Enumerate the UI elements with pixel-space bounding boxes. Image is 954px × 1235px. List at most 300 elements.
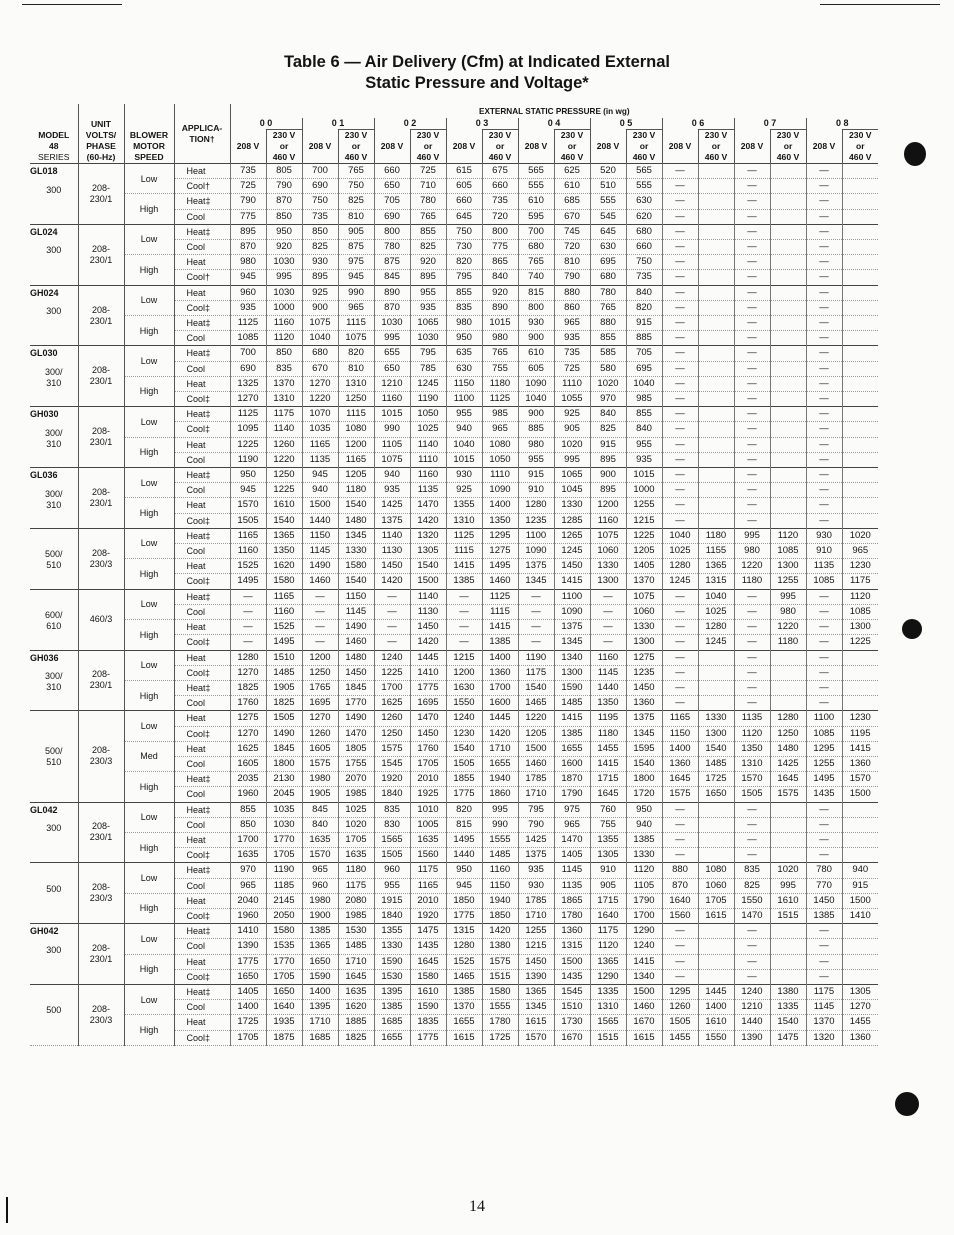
table-row [30, 863, 878, 878]
series-number: 500/ 510 [44, 549, 63, 571]
cfm-cell: 1825 [266, 696, 302, 711]
cfm-cell: 1605 [230, 756, 266, 771]
cfm-cell: 1500 [842, 787, 878, 802]
table-row [30, 559, 878, 574]
cfm-cell: 1040 [626, 376, 662, 391]
cfm-cell: 1110 [554, 376, 590, 391]
cfm-cell [842, 817, 878, 832]
application-cell: Heat‡ [174, 224, 230, 239]
cfm-cell: 1645 [770, 772, 806, 787]
cfm-cell [698, 468, 734, 483]
model-series-cell [30, 468, 78, 529]
cfm-cell: 1150 [482, 878, 518, 893]
cfm-cell: 970 [230, 863, 266, 878]
cfm-cell: — [734, 452, 770, 467]
cfm-cell: 1185 [266, 878, 302, 893]
cfm-cell: 1385 [806, 908, 842, 923]
cfm-cell: 580 [590, 361, 626, 376]
cfm-cell: 1985 [338, 908, 374, 923]
cfm-cell: 1515 [770, 908, 806, 923]
cfm-cell: 1480 [338, 650, 374, 665]
cfm-cell: — [662, 650, 698, 665]
cfm-cell: — [734, 331, 770, 346]
blower-speed-cell: High [124, 620, 174, 650]
cfm-cell: 765 [590, 300, 626, 315]
cfm-cell [770, 452, 806, 467]
cfm-cell: — [734, 589, 770, 604]
cfm-cell: — [734, 316, 770, 331]
cfm-cell: 955 [446, 407, 482, 422]
cfm-cell: 1370 [266, 376, 302, 391]
cfm-cell: — [734, 954, 770, 969]
cfm-cell: 945 [446, 878, 482, 893]
blower-speed-cell: High [124, 376, 174, 406]
cfm-cell [770, 498, 806, 513]
cfm-cell: 1575 [374, 741, 410, 756]
cfm-cell [770, 240, 806, 255]
cfm-cell: 1615 [626, 1030, 662, 1045]
cfm-cell: — [734, 650, 770, 665]
cfm-cell: — [806, 437, 842, 452]
cfm-cell [698, 316, 734, 331]
cfm-cell [770, 696, 806, 711]
cfm-cell: 1655 [482, 756, 518, 771]
table-row [30, 924, 878, 939]
cfm-cell: 1500 [302, 498, 338, 513]
table-row [30, 650, 878, 665]
cfm-cell: 1050 [482, 452, 518, 467]
cfm-cell: — [662, 680, 698, 695]
application-cell: Heat [174, 498, 230, 513]
cfm-cell: 1270 [302, 711, 338, 726]
table-row [30, 164, 878, 179]
blower-speed-cell: High [124, 832, 174, 862]
cfm-cell: 1525 [230, 559, 266, 574]
cfm-cell: 1725 [482, 1030, 518, 1045]
cfm-cell [698, 392, 734, 407]
cfm-cell: 1445 [698, 984, 734, 999]
cfm-cell: 700 [518, 224, 554, 239]
cfm-cell: 1165 [266, 589, 302, 604]
cfm-cell: 1090 [554, 604, 590, 619]
cfm-cell: — [662, 361, 698, 376]
cfm-cell: 1550 [698, 1030, 734, 1045]
cfm-cell: 1355 [590, 832, 626, 847]
cfm-cell: 1405 [230, 984, 266, 999]
cfm-cell: 1330 [698, 711, 734, 726]
cfm-cell: 1160 [266, 316, 302, 331]
cfm-cell: 1075 [626, 589, 662, 604]
cfm-cell: 1080 [338, 422, 374, 437]
cfm-cell: 1250 [266, 468, 302, 483]
cfm-cell: 1360 [842, 756, 878, 771]
cfm-cell: 1030 [266, 255, 302, 270]
cfm-cell: 1300 [590, 574, 626, 589]
header-or: or [351, 141, 361, 151]
cfm-cell: 895 [590, 452, 626, 467]
cfm-cell: — [662, 665, 698, 680]
cfm-cell: 1350 [266, 544, 302, 559]
header-208v: 208 V [374, 130, 410, 164]
cfm-cell: 1085 [230, 331, 266, 346]
header-model-l1: MODEL [38, 130, 70, 140]
model-series-cell [30, 802, 78, 863]
cfm-cell: — [806, 376, 842, 391]
application-cell: Heat [174, 832, 230, 847]
cfm-cell [842, 848, 878, 863]
cfm-cell: 1840 [374, 787, 410, 802]
cfm-cell [770, 817, 806, 832]
cfm-cell: 2010 [410, 772, 446, 787]
cfm-cell: 615 [446, 164, 482, 179]
cfm-cell: 955 [410, 285, 446, 300]
cfm-cell [770, 285, 806, 300]
cfm-cell: 1160 [590, 513, 626, 528]
application-cell: Heat‡ [174, 772, 230, 787]
cfm-cell: 1330 [626, 848, 662, 863]
cfm-cell: 835 [266, 361, 302, 376]
cfm-cell: — [734, 255, 770, 270]
table-row [30, 437, 878, 452]
table-row [30, 1015, 878, 1030]
cfm-cell: — [806, 316, 842, 331]
cfm-cell: 1650 [698, 787, 734, 802]
cfm-cell [770, 194, 806, 209]
table-row [30, 893, 878, 908]
cfm-cell: 1475 [770, 1030, 806, 1045]
application-cell: Cool [174, 544, 230, 559]
cfm-cell: 1610 [698, 1015, 734, 1030]
cfm-cell: 735 [626, 270, 662, 285]
header-or-460v [626, 141, 662, 164]
cfm-cell: 1940 [482, 893, 518, 908]
unit-volts-cell: 208- 230/3 [78, 528, 124, 589]
cfm-cell: 820 [446, 255, 482, 270]
cfm-cell: 1505 [662, 1015, 698, 1030]
cfm-cell: — [806, 179, 842, 194]
model-code: GH042 [30, 926, 59, 937]
cfm-cell: 775 [482, 240, 518, 255]
air-delivery-table [30, 104, 878, 1046]
cfm-cell: 1580 [410, 969, 446, 984]
cfm-cell: 1000 [266, 300, 302, 315]
cfm-cell: 935 [230, 300, 266, 315]
cfm-cell: 1260 [266, 437, 302, 452]
cfm-cell [770, 270, 806, 285]
header-model [30, 104, 78, 164]
cfm-cell: 1440 [446, 848, 482, 863]
application-cell: Cool [174, 240, 230, 255]
cfm-cell: 1925 [410, 787, 446, 802]
cfm-cell: 950 [230, 468, 266, 483]
cfm-cell: 1435 [554, 969, 590, 984]
cfm-cell: 935 [410, 300, 446, 315]
cfm-cell: 785 [410, 361, 446, 376]
cfm-cell: 960 [230, 285, 266, 300]
cfm-cell: 1460 [338, 635, 374, 650]
cfm-cell: 1610 [266, 498, 302, 513]
cfm-cell: 1375 [554, 620, 590, 635]
header-230v: 230 V [842, 130, 878, 142]
cfm-cell [842, 696, 878, 711]
blower-speed-cell: Low [124, 407, 174, 437]
cfm-cell: 670 [302, 361, 338, 376]
cfm-cell [842, 832, 878, 847]
cfm-cell: 1710 [518, 787, 554, 802]
cfm-cell: 1235 [626, 665, 662, 680]
cfm-cell: 1515 [482, 969, 518, 984]
cfm-cell: — [662, 513, 698, 528]
table-row [30, 772, 878, 787]
cfm-cell: 1090 [482, 483, 518, 498]
blower-speed-cell: High [124, 772, 174, 802]
cfm-cell: — [734, 468, 770, 483]
cfm-cell: 1900 [302, 908, 338, 923]
cfm-cell: 710 [410, 179, 446, 194]
cfm-cell [842, 194, 878, 209]
cfm-cell: 1630 [446, 680, 482, 695]
cfm-cell: 1635 [338, 848, 374, 863]
cfm-cell: — [734, 620, 770, 635]
cfm-cell: 1400 [230, 1000, 266, 1015]
cfm-cell: 1075 [302, 316, 338, 331]
cfm-cell: 995 [482, 802, 518, 817]
cfm-cell: 740 [518, 270, 554, 285]
unit-volts-cell: 208- 230/3 [78, 863, 124, 924]
cfm-cell: 1160 [374, 392, 410, 407]
cfm-cell: 1645 [590, 787, 626, 802]
header-460v: 460 V [416, 152, 440, 162]
cfm-cell [842, 240, 878, 255]
cfm-cell: — [806, 346, 842, 361]
cfm-cell: 1255 [806, 756, 842, 771]
cfm-cell: — [734, 164, 770, 179]
cfm-cell: 1230 [446, 726, 482, 741]
application-cell: Cool [174, 756, 230, 771]
cfm-cell: 1105 [374, 437, 410, 452]
cfm-cell: — [734, 848, 770, 863]
blower-speed-cell: Low [124, 224, 174, 254]
cfm-cell: 1015 [482, 316, 518, 331]
cfm-cell: 1845 [338, 680, 374, 695]
cfm-cell: 1150 [662, 726, 698, 741]
cfm-cell: 1015 [626, 468, 662, 483]
cfm-cell: 1775 [410, 680, 446, 695]
cfm-cell: 1825 [338, 1030, 374, 1045]
cfm-cell: 1935 [266, 1015, 302, 1030]
cfm-cell: 1350 [734, 741, 770, 756]
cfm-cell: 1095 [230, 422, 266, 437]
cfm-cell: — [806, 817, 842, 832]
cfm-cell: 1645 [338, 969, 374, 984]
cfm-cell: 1720 [626, 787, 662, 802]
cfm-cell: 1555 [482, 832, 518, 847]
cfm-cell: 1850 [446, 893, 482, 908]
cfm-cell: 945 [230, 270, 266, 285]
cfm-cell: 1030 [374, 316, 410, 331]
cfm-cell [770, 376, 806, 391]
cfm-cell [698, 954, 734, 969]
cfm-cell: 630 [446, 361, 482, 376]
cfm-cell: 1220 [518, 711, 554, 726]
cfm-cell: 1345 [518, 1000, 554, 1015]
cfm-cell: 1140 [374, 528, 410, 543]
cfm-cell: 1255 [626, 498, 662, 513]
cfm-cell: 925 [554, 407, 590, 422]
cfm-cell: 735 [230, 164, 266, 179]
cfm-cell: — [518, 589, 554, 604]
model-code [30, 863, 78, 877]
cfm-cell [842, 376, 878, 391]
cfm-cell [698, 924, 734, 939]
cfm-cell: 1470 [410, 711, 446, 726]
cfm-cell: 1030 [266, 285, 302, 300]
cfm-cell [698, 513, 734, 528]
cfm-cell: 1780 [482, 1015, 518, 1030]
cfm-cell: — [518, 620, 554, 635]
header-230v: 230 V [410, 130, 446, 142]
cfm-cell: 1490 [338, 711, 374, 726]
cfm-cell: 1790 [626, 893, 662, 908]
unit-volts-cell: 208- 230/3 [78, 711, 124, 802]
cfm-cell: 1140 [266, 422, 302, 437]
cfm-cell: — [806, 620, 842, 635]
cfm-cell: — [230, 620, 266, 635]
cfm-cell: 1545 [374, 756, 410, 771]
cfm-cell: 895 [302, 270, 338, 285]
cfm-cell: 1250 [302, 665, 338, 680]
cfm-cell: 1135 [302, 452, 338, 467]
binder-hole-3 [895, 1092, 919, 1116]
cfm-cell: 925 [446, 483, 482, 498]
cfm-cell [842, 164, 878, 179]
cfm-cell: 1490 [338, 620, 374, 635]
cfm-cell: 750 [302, 194, 338, 209]
cfm-cell: 905 [590, 878, 626, 893]
cfm-cell [698, 832, 734, 847]
header-460v: 460 V [344, 152, 368, 162]
cfm-cell: — [806, 939, 842, 954]
cfm-cell: 1540 [698, 741, 734, 756]
cfm-cell [698, 300, 734, 315]
application-cell: Cool [174, 452, 230, 467]
cfm-cell: 1220 [734, 559, 770, 574]
cfm-cell: 1075 [590, 528, 626, 543]
cfm-cell: — [590, 604, 626, 619]
cfm-cell: 635 [446, 346, 482, 361]
cfm-cell: 1080 [482, 437, 518, 452]
cfm-cell: 965 [230, 878, 266, 893]
cfm-cell: 2050 [266, 908, 302, 923]
cfm-cell [698, 270, 734, 285]
cfm-cell: 950 [266, 224, 302, 239]
table-row [30, 832, 878, 847]
cfm-cell: 1290 [626, 924, 662, 939]
cfm-cell: 1220 [770, 620, 806, 635]
cfm-cell: 825 [302, 240, 338, 255]
cfm-cell [842, 954, 878, 969]
cfm-cell: — [806, 194, 842, 209]
cfm-cell: 1175 [590, 924, 626, 939]
cfm-cell: — [806, 802, 842, 817]
cfm-cell: 1315 [446, 924, 482, 939]
cfm-cell: 1150 [302, 528, 338, 543]
application-cell: Heat [174, 255, 230, 270]
cfm-cell: 690 [230, 361, 266, 376]
binder-hole-2 [902, 619, 922, 639]
table-row [30, 589, 878, 604]
model-series-cell [30, 984, 78, 1045]
cfm-cell: 1620 [338, 1000, 374, 1015]
cfm-cell: 1450 [626, 680, 662, 695]
header-app-l1: APPLICA- [181, 122, 223, 133]
cfm-cell: 1175 [842, 574, 878, 589]
blower-speed-cell: Med [124, 741, 174, 771]
cfm-cell: 1270 [230, 665, 266, 680]
cfm-cell: 1225 [374, 665, 410, 680]
cfm-cell: 1250 [338, 392, 374, 407]
cfm-cell: 1020 [770, 863, 806, 878]
cfm-cell: 1540 [266, 513, 302, 528]
cfm-cell [770, 802, 806, 817]
cfm-cell: 1195 [590, 711, 626, 726]
cfm-cell: 1025 [410, 422, 446, 437]
cfm-cell: 1120 [590, 939, 626, 954]
cfm-cell: 1455 [590, 741, 626, 756]
cfm-cell: 725 [554, 361, 590, 376]
cfm-cell: 1310 [590, 1000, 626, 1015]
header-blower-l2: MOTOR [133, 141, 165, 151]
cfm-cell: — [734, 240, 770, 255]
cfm-cell: 1625 [230, 741, 266, 756]
cfm-cell: 1035 [302, 422, 338, 437]
cfm-cell: 1345 [518, 574, 554, 589]
cfm-cell: 1210 [374, 376, 410, 391]
cfm-cell [842, 285, 878, 300]
top-rule-left [22, 4, 122, 5]
cfm-cell: 1425 [374, 498, 410, 513]
cfm-cell: 1270 [842, 1000, 878, 1015]
cfm-cell: 980 [446, 316, 482, 331]
cfm-cell: 1635 [302, 832, 338, 847]
cfm-cell: 1710 [338, 954, 374, 969]
model-code: GH024 [30, 287, 59, 298]
cfm-cell: 1445 [482, 711, 518, 726]
blower-speed-cell: Low [124, 711, 174, 741]
header-pressure: 0 6 [662, 118, 734, 130]
cfm-cell: 1540 [338, 498, 374, 513]
cfm-cell: 1485 [482, 848, 518, 863]
cfm-cell: 1710 [302, 1015, 338, 1030]
cfm-cell: — [662, 589, 698, 604]
cfm-cell: 685 [554, 194, 590, 209]
cfm-cell: 840 [626, 422, 662, 437]
cfm-cell: — [662, 939, 698, 954]
table-row [30, 620, 878, 635]
cfm-cell: 1465 [518, 696, 554, 711]
cfm-cell [842, 924, 878, 939]
cfm-cell: — [806, 468, 842, 483]
cfm-cell [842, 407, 878, 422]
cfm-cell: 1260 [302, 726, 338, 741]
cfm-cell: 955 [518, 452, 554, 467]
cfm-cell: 900 [518, 407, 554, 422]
cfm-cell: 965 [338, 300, 374, 315]
cfm-cell: 1160 [410, 468, 446, 483]
cfm-cell [842, 437, 878, 452]
header-application [174, 104, 230, 164]
cfm-cell: 900 [590, 468, 626, 483]
